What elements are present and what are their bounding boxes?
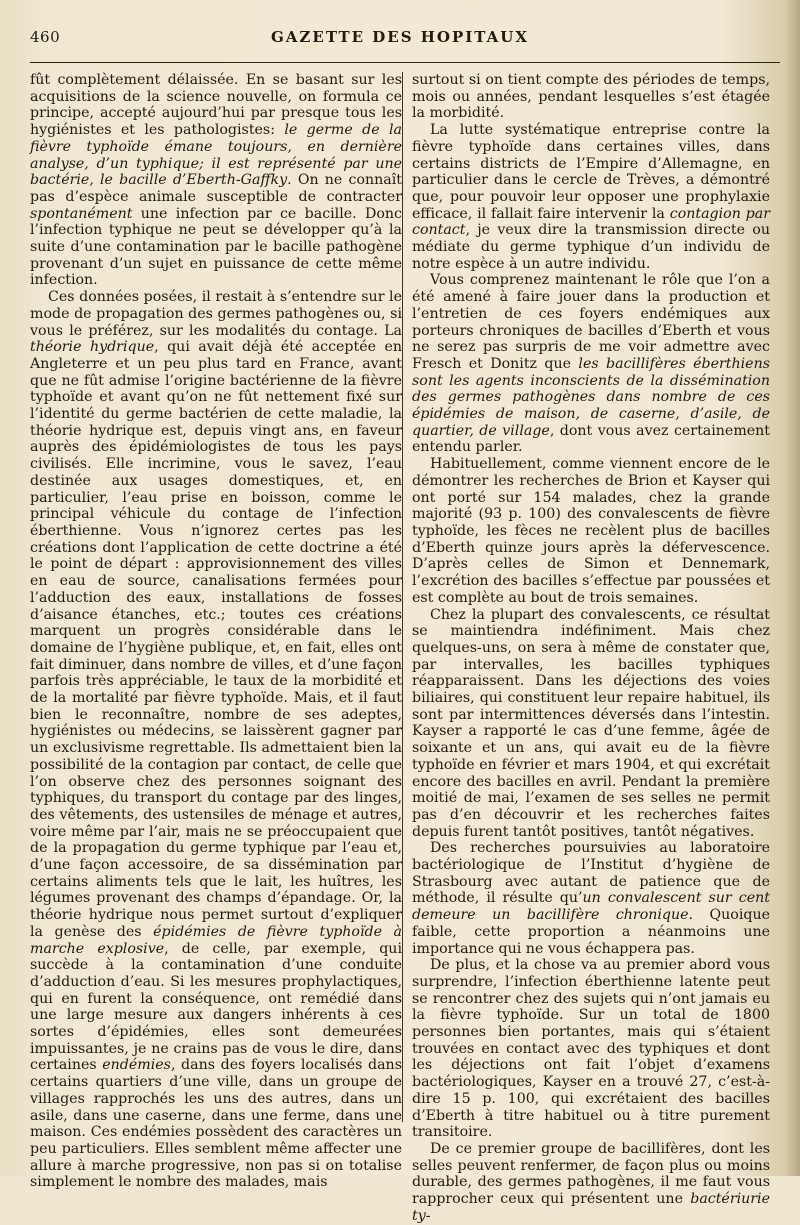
paragraph <box>412 957 770 1141</box>
paragraph <box>412 1141 770 1225</box>
italic-run: le germe de la fièvre typhoïde émane toujours, en dernière analyse, d’un typhique; il est représenté par une bactérie, le bacille d’Eberth-Gaffky <box>30 122 402 189</box>
paragraph <box>412 272 770 456</box>
paragraph <box>30 72 402 289</box>
text-run: De ce premier groupe de bacillifères, dont les selles peuvent renfermer, de façon plus ou moins durable, des germes pathogènes, il me faut vous rapprocher ceux qui présentent une <box>412 1141 770 1208</box>
italic-run: contagion par contact <box>412 205 771 239</box>
italic-run: spontanément <box>30 205 133 222</box>
paragraph <box>412 607 770 841</box>
text-run: Chez la plupart des convalescents, ce résultat se maintiendra indéfiniment. Mais chez quelques-uns, on sera à même de constater que, par intervalles, les bacilles typhiques réapparaissent. Dans les déjections des voies biliaires, qui constituent leur repaire habituel, ils sont par intermittences déversés dans l’intestin. Kayser a rapporté le cas d’une femme, âgée de soixante et un ans, qui avait eu de la fièvre typhoïde en février et mars 1904, et qui excrétait encore des bacilles en avril. Pendant la première moitié de mai, l’examen de ses selles ne permit pas d’en découvrir et les recherches faites depuis furent tantôt positives, tantôt négatives. <box>412 606 770 840</box>
text-run: Habituellement, comme viennent encore de le démontrer les recherches de Brion et Kayser qui ont porté sur 154 malades, chez la grande majorité (93 p. 100) des convalescents de fièvre typhoïde, les fèces ne recèlent plus de bacilles d’Eberth quinze jours après la défervescence. D’après celles de Simon et Dennemark, l’excrétion des bacilles s’effectue par poussées et est complète au bout de trois semaines. <box>412 456 770 606</box>
running-title: GAZETTE DES HOPITAUX <box>270 28 529 46</box>
paragraph <box>412 122 770 272</box>
text-run: . Quoique faible, cette proportion a néanmoins une importance qui ne vous échappera pas. <box>412 907 771 957</box>
paragraph <box>412 456 770 606</box>
text-run: , qui avait déjà été acceptée en Angleterre et un peu plus tard en France, avant que ne fût admise l’origine bactérienne de la fièvre typhoïde et avant qu’on ne fût nettement fixé sur l’identité du germe bactérien de cette maladie, la théorie hydrique est, depuis vingt ans, en faveur auprès des épidémiologistes de tous les pays civilisés. Elle incrimine, vous le savez, l’eau destinée aux usages domestiques, et, en particulier, l’eau prise en boisson, comme le principal véhicule du contage de l’infection éberthienne. Vous n’ignorez certes pas les créations dont l’application de cette doctrine a été le point de départ : approvisionnement des villes en eau de source, canalisations fermées pour l’adduction des eaux, installations de fosses d’aisance étanches, etc.; toutes ces créations marquent un progrès considérable dans le domaine de l’hygiène publique, et, en fait, elles ont fait diminuer, dans nombre de villes, et d’une façon parfois très appréciable, le taux de la morbidité et de la mortalité par fièvre typhoïde. Mais, et il faut bien le reconnaître, nombre de ses adeptes, hygiénistes ou médecins, se laissèrent gagner par un exclusivisme regrettable. Ils admettaient bien la possibilité de la contagion par contact, de celle que l’on observe chez des personnes soignant des typhiques, du transport du contage par des linges, des vêtements, des ustensiles de ménage et autres, voire même par l’air, mais ne se préoccupaient que de la propagation du germe typhique par l’eau et, d’une façon accessoire, de sa dissémination par certains aliments tels que le lait, les huîtres, les légumes provenant des champs d’épandage. Or, la théorie hydrique nous permet surtout d’expliquer la genèse des <box>30 339 402 940</box>
page-header <box>30 28 770 50</box>
italic-run: épidémies de fièvre typhoïde à marche explosive <box>30 923 402 957</box>
paragraph <box>412 72 770 122</box>
text-run: Des recherches poursuivies au laboratoire bactériologique de l’Institut d’hygiène de Strasbourg avec autant de patience que de méthode, il résulte qu’ <box>412 840 770 907</box>
italic-run: un convalescent sur cent demeure un bacillifère chronique <box>412 890 770 924</box>
italic-run: endémies <box>102 1057 171 1074</box>
text-run: , dont vous avez certainement entendu parler. <box>412 422 771 456</box>
text-run: surtout si on tient compte des périodes de temps, mois ou années, pendant lesquelles s’est étagée la morbidité. <box>412 72 770 122</box>
text-run: une infection par ce bacille. Donc l’infection typhique ne peut se développer qu’à la suite d’une contamination par le bacille pathogène provenant d’un sujet en puissance de cette même infection. <box>30 205 402 289</box>
italic-run: théorie hydrique <box>30 339 155 356</box>
text-run: Vous comprenez maintenant le rôle que l’on a été amené à faire jouer dans la production et l’entretien de ces foyers endémiques aux porteurs chroniques de bacilles d’Eberth et vous ne serez pas surpris de me voir admettre avec Fresch et Donitz que <box>412 272 770 372</box>
column-divider <box>402 72 403 1122</box>
italic-run: les bacillifères éberthiens sont les agents inconscients de la dissémination des germes pathogènes dans nombre de ces épidémies de maison, de caserne, d’asile, de quartier, de village <box>412 355 771 439</box>
text-run: . On ne connaît pas d’espèce animale susceptible de contracter <box>30 172 402 205</box>
text-run: La lutte systématique entreprise contre la fièvre typhoïde dans certaines villes, dans certains districts de l’Empire d’Allemagne, en particulier dans le cercle de Trèves, a démontré que, pour pouvoir leur opposer une prophylaxie efficace, il fallait faire intervenir la <box>412 122 770 222</box>
right-column <box>412 72 770 1225</box>
text-run: , je veux dire la transmission directe ou médiate du germe typhique d’un individu de notre espèce à un autre individu. <box>412 222 770 272</box>
header-rule <box>30 62 780 63</box>
text-run: Ces données posées, il restait à s’entendre sur le mode de propagation des germes pathogènes ou, si vous le préférez, sur les modalités du contage. La <box>30 289 402 339</box>
left-column <box>30 72 402 1191</box>
text-run: De plus, et la chose va au premier abord vous surprendre, l’infection éberthienne latente peut se rencontrer chez des sujets qui n’ont jamais eu la fièvre typhoïde. Sur un total de 1800 personnes bien portantes, mais qui s’étaient trouvées en contact avec des typhiques et dont les déjections ont fait l’objet d’examens bactériologiques, Kayser en a trouvé 27, c’est-à-dire 15 p. 100, qui excrétaient des bacilles d’Eberth à titre habituel ou à titre purement transitoire. <box>412 957 770 1141</box>
paragraph <box>30 289 402 1191</box>
text-run: , dans des foyers localisés dans certains quartiers d’une ville, dans un groupe de villages rapprochés les uns des autres, dans un asile, dans une caserne, dans une ferme, dans une maison. Ces endémies possèdent des caractères un peu particuliers. Elles semblent même affecter une allure à marche progressive, non pas si on totalise simplement le nombre des malades, mais <box>30 1057 402 1191</box>
italic-run: bactériurie ty- <box>412 1191 770 1224</box>
text-run: , de celle, par exemple, qui succède à la contamination d’une conduite d’adduction d’eau. Si les mesures prophylactiques, qui en furent la conséquence, ont remédié dans une large mesure aux dangers inhérents à ces sortes d’épidémies, elles sont demeurées impuissantes, je ne crains pas de vous le dire, dans certaines <box>30 940 402 1074</box>
page-number: 460 <box>30 28 61 46</box>
text-run: fût complètement délaissée. En se basant sur les acquisitions de la science nouvelle, on formula ce principe, accepté aujourd’hui par presque tous les hygiénistes et les pathologistes: <box>30 72 402 139</box>
paragraph <box>412 840 770 957</box>
